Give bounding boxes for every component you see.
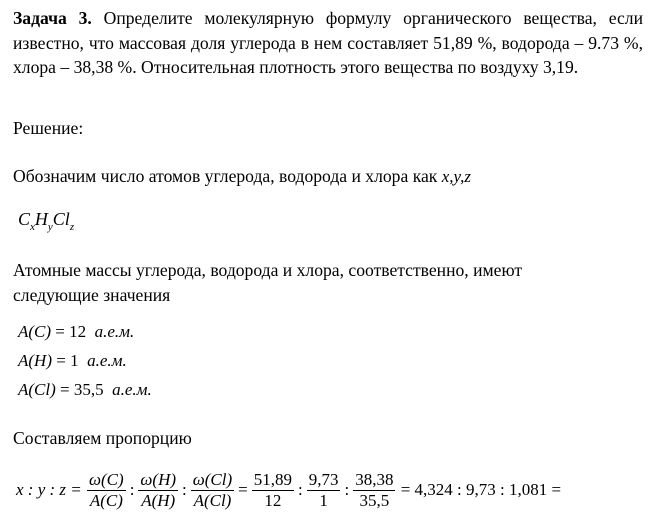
denote-vars: x,y,z xyxy=(441,167,472,186)
atomic-text: Атомные массы углерода, водорода и хлора, соответственно, имеют следующие значения xyxy=(13,260,523,305)
formula-x: x xyxy=(30,221,35,233)
denote-text: Обозначим число атомов углерода, водорода и хлора как xyxy=(13,166,442,186)
fraction-value-c: $\frac{51,89}{12}$ xyxy=(253,470,292,511)
fraction-omega-c: $\frac{\omega(C)}{A(C)}$ xyxy=(89,470,124,511)
proportion-heading: Составляем пропорцию xyxy=(13,428,192,448)
mass-unit: а.е.м. xyxy=(94,322,135,341)
solution-heading: Решение: xyxy=(13,118,84,138)
task-label: Задача 3. xyxy=(13,8,92,28)
mass-eq: = xyxy=(56,351,66,370)
fraction-omega-h: $\frac{\omega(H)}{A(H)}$ xyxy=(140,470,177,511)
atomic-mass-h xyxy=(18,352,127,369)
proportion-lhs: x : y : z = xyxy=(16,479,82,499)
fraction-omega-cl: $\frac{\omega(Cl)}{A(Cl)}$ xyxy=(192,470,233,511)
mass-eq: = xyxy=(55,322,65,341)
general-formula xyxy=(18,210,74,233)
formula-h: H xyxy=(34,209,48,229)
mass-lhs: A(C) xyxy=(18,322,52,341)
atomic-mass-c xyxy=(18,323,134,340)
mass-value: 1 xyxy=(70,351,79,370)
mass-eq: = xyxy=(60,380,70,399)
mass-value: 35,5 xyxy=(73,380,104,399)
proportion-formula: x : y : z = $\frac{\omega(C)}{A(C)}$ : $\frac{\omega(H)}{A(H)}$ : $\frac{\omega(Cl)}{A(Cl)}$ = $\frac{51,89}{12}$ : $\frac{9,73}{1}$ : $\frac{38,38}{35,5}$ = 4,324 : 9,73 : 1,081 = xyxy=(16,470,562,511)
fraction-value-h: $\frac{9,73}{1}$ xyxy=(308,470,339,511)
mass-unit: а.е.м. xyxy=(112,380,152,399)
mass-value: 12 xyxy=(69,322,87,341)
formula-c: C xyxy=(18,209,31,229)
mass-lhs: A(Cl) xyxy=(18,380,56,399)
mass-lhs: A(H) xyxy=(18,351,52,370)
formula-y: y xyxy=(47,221,53,233)
formula-cl: Cl xyxy=(52,209,70,229)
mass-unit: а.е.м. xyxy=(87,351,127,370)
proportion-result: = 4,324 : 9,73 : 1,081 = xyxy=(400,479,562,499)
atomic-mass-cl xyxy=(18,381,152,398)
formula-z: z xyxy=(69,221,75,233)
task-statement xyxy=(13,6,643,80)
fraction-value-cl: $\frac{38,38}{35,5}$ xyxy=(355,470,394,511)
task-text: Определите молекулярную формулу органического вещества, если известно, что массовая доля углерода в нем составляет 51,89 %, водорода – 9.73 %, хлора – 38,38 %. Относительная плотность этого вещества по воздуху 3,19. xyxy=(13,8,643,77)
denote-line xyxy=(13,168,471,186)
